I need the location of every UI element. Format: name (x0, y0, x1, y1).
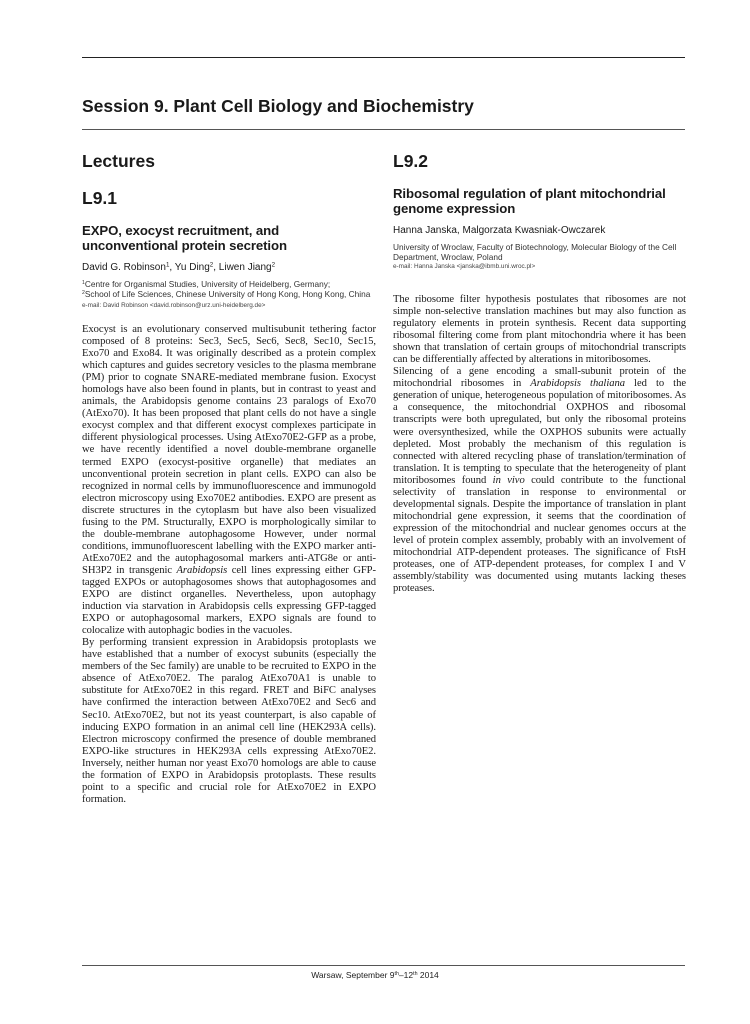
text-run: led to the generation of unique, heterogeneous population of mitoribosomes. As a consequence, the mitochondrial OXPHOS and ribosomal transcripts were both upregulated, but only the ribosomal proteins were oversynthesized, while the OXPHOS subunits were actually depleted. Most probably the mechanism of this regulation is connected with altered recycling phase of translation/termination of translation. It is tempting to speculate that the heterogeneity of plant mitoribosomes found (393, 378, 686, 486)
footer-text: 2014 (417, 970, 439, 980)
author-name: , Liwen Jiang (213, 262, 272, 273)
session-rule (82, 129, 685, 130)
abstract-code: L9.2 (393, 151, 429, 171)
abstract-title: Ribosomal regulation of plant mitochondrial genome expression (393, 186, 666, 216)
affiliation: University of Wroclaw, Faculty of Biotechnology, Molecular Biology of the Cell Department, Wroclaw, Poland (393, 242, 677, 262)
footer-text: –12 (398, 970, 414, 980)
page-footer (0, 970, 750, 980)
italic-run: Arabidopsis thaliana (530, 378, 625, 390)
abstract-paragraph: The ribosome filter hypothesis postulates that ribosomes are not simple non-selective translation machines but may also function as regulatory elements in protein synthesis. Recent data supporting ribosomal filtering come from plant mitochondria where it has been shown that translation of certain groups of mitochondrial transcripts can be differentially affected by alterations in mitoribosomes. (393, 294, 686, 366)
abstract-paragraph: By performing transient expression in Arabidopsis protoplasts we have established that a number of exocyst subunits (especially the members of the Sec family) are unable to be recruited to EXPO in the absence of AtExo70E2. The paralog AtExo70A1 is unable to substitute for AtExo70E2 in this regard. FRET and BiFC analyses have confirmed the interaction between AtExo70E2 and Sec6 and Sec10. AtExo70E2, but not its yeast counterpart, is also capable of inducing EXPO formation in an animal cell line (HEK293A cells). Electron microscopy confirmed the presence of double membraned EXPO-like structures in HEK293A cells expressing AtExo70E2. Inversely, neither human nor yeast Exo70 homologs are able to cause the formation of EXPO in Arabidopsis protoplasts. These results point to a specific and crucial role for AtExo70E2 in EXPO formation. (82, 637, 376, 805)
text-run: Silencing of a gene encoding a small-subunit protein of the mitochondrial ribosomes in (393, 366, 686, 390)
italic-run: in vivo (492, 474, 525, 486)
footer-text: Warsaw, September 9 (311, 970, 395, 980)
footer-sup: th (394, 971, 399, 978)
affil-sup: 1 (82, 280, 85, 287)
contact-email: e-mail: Hanna Janska <janska@ibmb.uni.wroc.pl> (393, 263, 536, 270)
author-affil-sup: 1 (165, 261, 170, 269)
author-list (82, 261, 376, 274)
affil-text: Centre for Organismal Studies, University of Heidelberg, Germany; (84, 279, 331, 289)
contact-email: e-mail: David Robinson <david.robinson@urz.uni-heidelberg.de> (82, 302, 266, 309)
abstract-title: EXPO, exocyst recruitment, and unconventional protein secretion (82, 223, 287, 253)
italic-run: Arabidopsis (176, 564, 228, 576)
footer-sup: th (413, 971, 418, 978)
top-rule (82, 57, 685, 58)
affil-sup: 2 (82, 290, 85, 297)
abstract-paragraph (393, 366, 686, 595)
text-run: could contribute to the functional selectivity of translation in response to environmental or developmental signals. Despite the importance of translation in plant mitochondrial gene expression, it seems that the coordination of expression of the mitochondrial and nuclear genomes occurs at the level of protein complex assembly, probably with an involvement of mitochondrial ATP-dependent proteases. The significance of FtsH proteases, one of ATP-dependent proteases, for complex I and V assembly/stability was documented using mutants lacking theses proteases. (393, 474, 687, 595)
author-affil-sup: 2 (209, 261, 214, 269)
abstract-code: L9.1 (82, 188, 118, 208)
affiliation (82, 289, 376, 299)
session-title: Session 9. Plant Cell Biology and Biochemistry (82, 96, 474, 116)
footer-rule (82, 965, 685, 966)
author-list: Hanna Janska, Malgorzata Kwasniak-Owczarek (393, 225, 606, 236)
left-column (82, 150, 376, 806)
author-affil-sup: 2 (271, 261, 276, 269)
text-run: Exocyst is an evolutionary conserved multisubunit tethering factor composed of 8 proteins: Sec3, Sec5, Sec6, Sec8, Sec10, Sec15, Exo70 and Exo84. It was originally described as a protein complex which captures and guides secretory vesicles to the plasma membrane (PM) prior to cognate SNARE-mediated membrane fusion. Exocyst homologs have also been found in plants, but in contrast to yeast and animals, the Arabidopsis genome contains 23 paralogs of Exo70 (AtExo70). It has been proposed that plant cells do not have a single exocyst complex and that different exocyst complexes participate in different physiological processes. Using AtExo70E2-GFP as a probe, we have recently identified a novel double-membrane organelle termed EXPO (exocyst-positive organelle) that mediates an unconventional protein secretion in plant cells. EXPO can also be recognized in normal cells by immunofluorescence and immunogold electron microscopy using Exo70E2 antibodies. EXPO are present as discrete structures in the cytoplasm but have also been visualized fusing to the PM. Structurally, EXPO is morphologically similar to the double-membrane autophagosome However, under normal conditions, immunofluorescent labelling with the EXPO marker anti-AtExo70E2 and the autophagosomal markers anti-ATG8e or anti-SH3P2 in transgenic (82, 324, 376, 576)
author-name: David G. Robinson (82, 262, 166, 273)
affiliation (82, 279, 376, 289)
abstract-paragraph (82, 324, 376, 637)
affil-text: School of Life Sciences, Chinese University of Hong Kong, Hong Kong, China (84, 289, 371, 299)
lectures-heading: Lectures (82, 151, 155, 171)
text-run: cell lines expressing either GFP-tagged EXPOs or autophagosomes shows that autophagosomes and EXPO are distinct organelles. Nevertheless, upon autophagy induction via starvation in Arabidopsis cells expressing GFP-tagged EXPO or autophagosomal markers, EXPO signals are found to colocalize with autophagic bodies in the vacuoles. (82, 564, 377, 637)
author-name: , Yu Ding (169, 262, 210, 273)
right-column (393, 150, 686, 595)
